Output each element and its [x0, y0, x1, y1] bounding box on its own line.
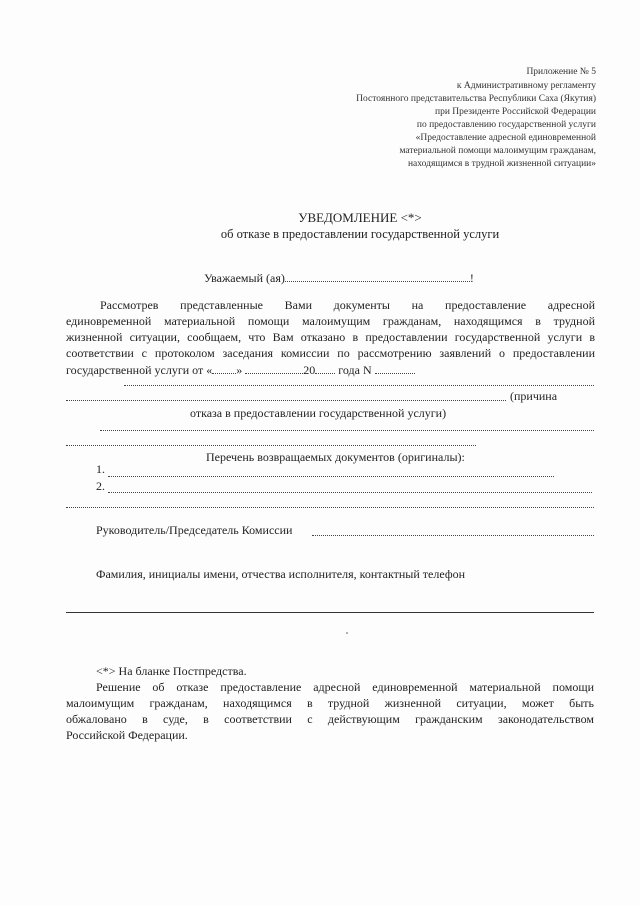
header-line: Постоянного представительства Республики Саха (Якутия)	[356, 94, 596, 104]
scan-speck	[346, 632, 348, 634]
appendix-number: Приложение № 5	[526, 67, 596, 77]
returned-documents-heading: Перечень возвращаемых документов (оригиналы):	[206, 450, 465, 464]
reason-line[interactable]	[66, 400, 506, 401]
executor-line[interactable]	[66, 612, 594, 613]
header-line: находящимся в трудной жизненной ситуации»	[407, 159, 596, 169]
returned-item-line[interactable]	[108, 492, 592, 493]
header-line: материальной помощи малоимущим гражданам,	[399, 146, 596, 156]
year-prefix: 20	[303, 363, 316, 377]
paragraph-line: Рассмотрев представленные Вами документы на предоставление адресной	[100, 298, 595, 312]
day-blank[interactable]	[212, 362, 236, 374]
footnote-line: Российской Федерации.	[66, 728, 188, 742]
header-line: по предоставлению государственной услуги	[416, 120, 596, 130]
protocol-number-label: года N	[338, 363, 372, 377]
header-line: при Президенте Российской Федерации	[434, 107, 596, 117]
signatory-label: Руководитель/Председатель Комиссии	[96, 523, 293, 537]
protocol-number-blank[interactable]	[375, 362, 415, 374]
paragraph-line: единовременной материальной помощи малоимущим гражданам, находящимся в трудной	[66, 314, 595, 328]
document-subtitle: об отказе в предоставлении государственной услуги	[220, 227, 500, 241]
reason-caption: отказа в предоставлении государственной услуги)	[190, 406, 447, 420]
footnote-line: Решение об отказе предоставление адресной единовременной материальной помощи	[96, 680, 594, 694]
footnote-line: обжаловано в суде, в соответствии с действующим гражданским законодательством	[66, 712, 594, 726]
greeting-exclamation: !	[469, 271, 474, 285]
signatory-line[interactable]	[312, 535, 594, 536]
month-blank[interactable]	[245, 362, 303, 374]
paragraph-line: жизненной ситуации, сообщаем, что Вам отказано в предоставлении государственной услуги в	[66, 330, 595, 344]
returned-item-line[interactable]	[108, 476, 554, 477]
protocol-date-prefix: государственной услуги от «	[66, 363, 213, 377]
reason-line[interactable]	[66, 445, 476, 446]
footnote-line: малоимущим гражданам, находящимся в трудной жизненной ситуации, может быть	[66, 696, 594, 710]
returned-item-line[interactable]	[66, 507, 594, 508]
returned-item-number: 2.	[96, 479, 105, 493]
returned-item-number: 1.	[96, 462, 105, 476]
year-blank[interactable]	[315, 362, 335, 374]
header-line: «Предоставление адресной единовременной	[415, 133, 596, 143]
reason-line[interactable]	[100, 430, 594, 431]
header-line: к Административному регламенту	[456, 81, 596, 91]
document-title: УВЕДОМЛЕНИЕ <*>	[298, 210, 422, 225]
footnote-marker: <*> На бланке Постпредства.	[96, 664, 247, 678]
reason-suffix: (причина	[510, 389, 558, 403]
quote-close: »	[236, 363, 243, 377]
executor-label: Фамилия, инициалы имени, отчества исполнителя, контактный телефон	[96, 567, 466, 581]
protocol-date-line	[66, 362, 415, 379]
greeting	[204, 270, 474, 287]
greeting-text: Уважаемый (ая)	[204, 271, 285, 285]
paragraph-line: соответствии с протоколом заседания комиссии по рассмотрению заявлений о предоставлении	[66, 346, 595, 360]
reason-line[interactable]	[124, 385, 594, 386]
addressee-blank[interactable]	[285, 270, 470, 282]
